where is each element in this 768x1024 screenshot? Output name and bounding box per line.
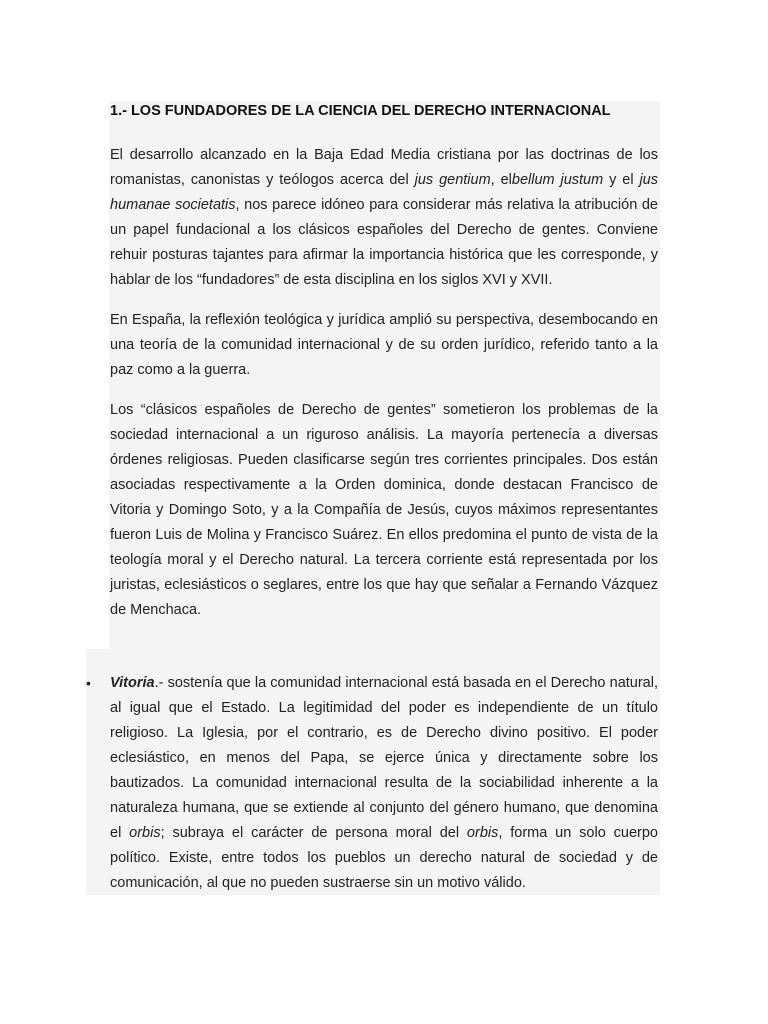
- term-bellum-justum: bellum justum: [511, 172, 604, 188]
- term-jus-gentium: jus gentium: [414, 172, 491, 188]
- bullet-text-b: ; subraya el carácter de persona moral del: [160, 825, 467, 841]
- bullet-label-suffix: .-: [154, 675, 164, 691]
- bullet-text-c: , forma un solo cuerpo político. Existe, entre todos los pueblos un derecho natural de sociedad y de comunicación, al que no pueden sustraerse sin un motivo válido.: [110, 825, 658, 891]
- paragraph-1-text-d: , nos parece idóneo para considerar más relativa la atribución de un papel fundacional a los clásicos españoles del Derecho de gentes. Conviene rehuir posturas tajantes para afirmar la importancia histórica que les corresponde, y hablar de los “fundadores” de esta disciplina en los siglos XVI y XVII.: [110, 197, 658, 288]
- paragraph-1-text-b: , el: [490, 172, 512, 188]
- term-orbis-1: orbis: [129, 825, 161, 841]
- paragraph-3: Los “clásicos españoles de Derecho de gentes” sometieron los problemas de la sociedad internacional a un riguroso análisis. La mayoría pertenecía a diversas órdenes religiosas. Pueden clasificarse según tres corrientes principales. Dos están asociadas respectivamente a la Orden dominica, donde destacan Francisco de Vitoria y Domingo Soto, y a la Compañía de Jesús, cuyos máximos representantes fueron Luis de Molina y Francisco Suárez. En ellos predomina el punto de vista de la teología moral y el Derecho natural. La tercera corriente está representada por los juristas, eclesiásticos o seglares, entre los que hay que señalar a Fernando Vázquez de Menchaca.: [110, 402, 658, 618]
- paragraph-1-text-c: y el: [603, 172, 640, 188]
- bullet-item-vitoria: [86, 671, 658, 896]
- bullet-marker: •: [86, 675, 91, 691]
- section-title: 1.- LOS FUNDADORES DE LA CIENCIA DEL DERECHO INTERNACIONAL: [110, 103, 611, 119]
- bullet-label: Vitoria: [110, 675, 155, 691]
- paragraph-2: En España, la reflexión teológica y jurídica amplió su perspectiva, desembocando en una teoría de la comunidad internacional y de su orden jurídico, referido tanto a la paz como a la guerra.: [110, 312, 658, 378]
- bullet-paragraph: [110, 671, 658, 896]
- term-orbis-2: orbis: [466, 825, 499, 841]
- term-jus-humanae-societatis: jus humanae societatis: [110, 172, 658, 213]
- paragraph-1-text-a: El desarrollo alcanzado en la Baja Edad Media cristiana por las doctrinas de los romanistas, canonistas y teólogos acerca del: [110, 147, 658, 188]
- document-body: [110, 101, 658, 623]
- paragraph-1: [110, 143, 658, 293]
- bullet-text-a: sostenía que la comunidad internacional está basada en el Derecho natural, al igual que el Estado. La legitimidad del poder es independiente de un título religioso. La Iglesia, por el contrario, es de Derecho divino positivo. El poder eclesiástico, en menos del Papa, se ejerce única y directamente sobre los bautizados. La comunidad internacional resulta de la sociabilidad inherente a la naturaleza humana, que se extiende al conjunto del género humano, que denomina el: [110, 675, 658, 841]
